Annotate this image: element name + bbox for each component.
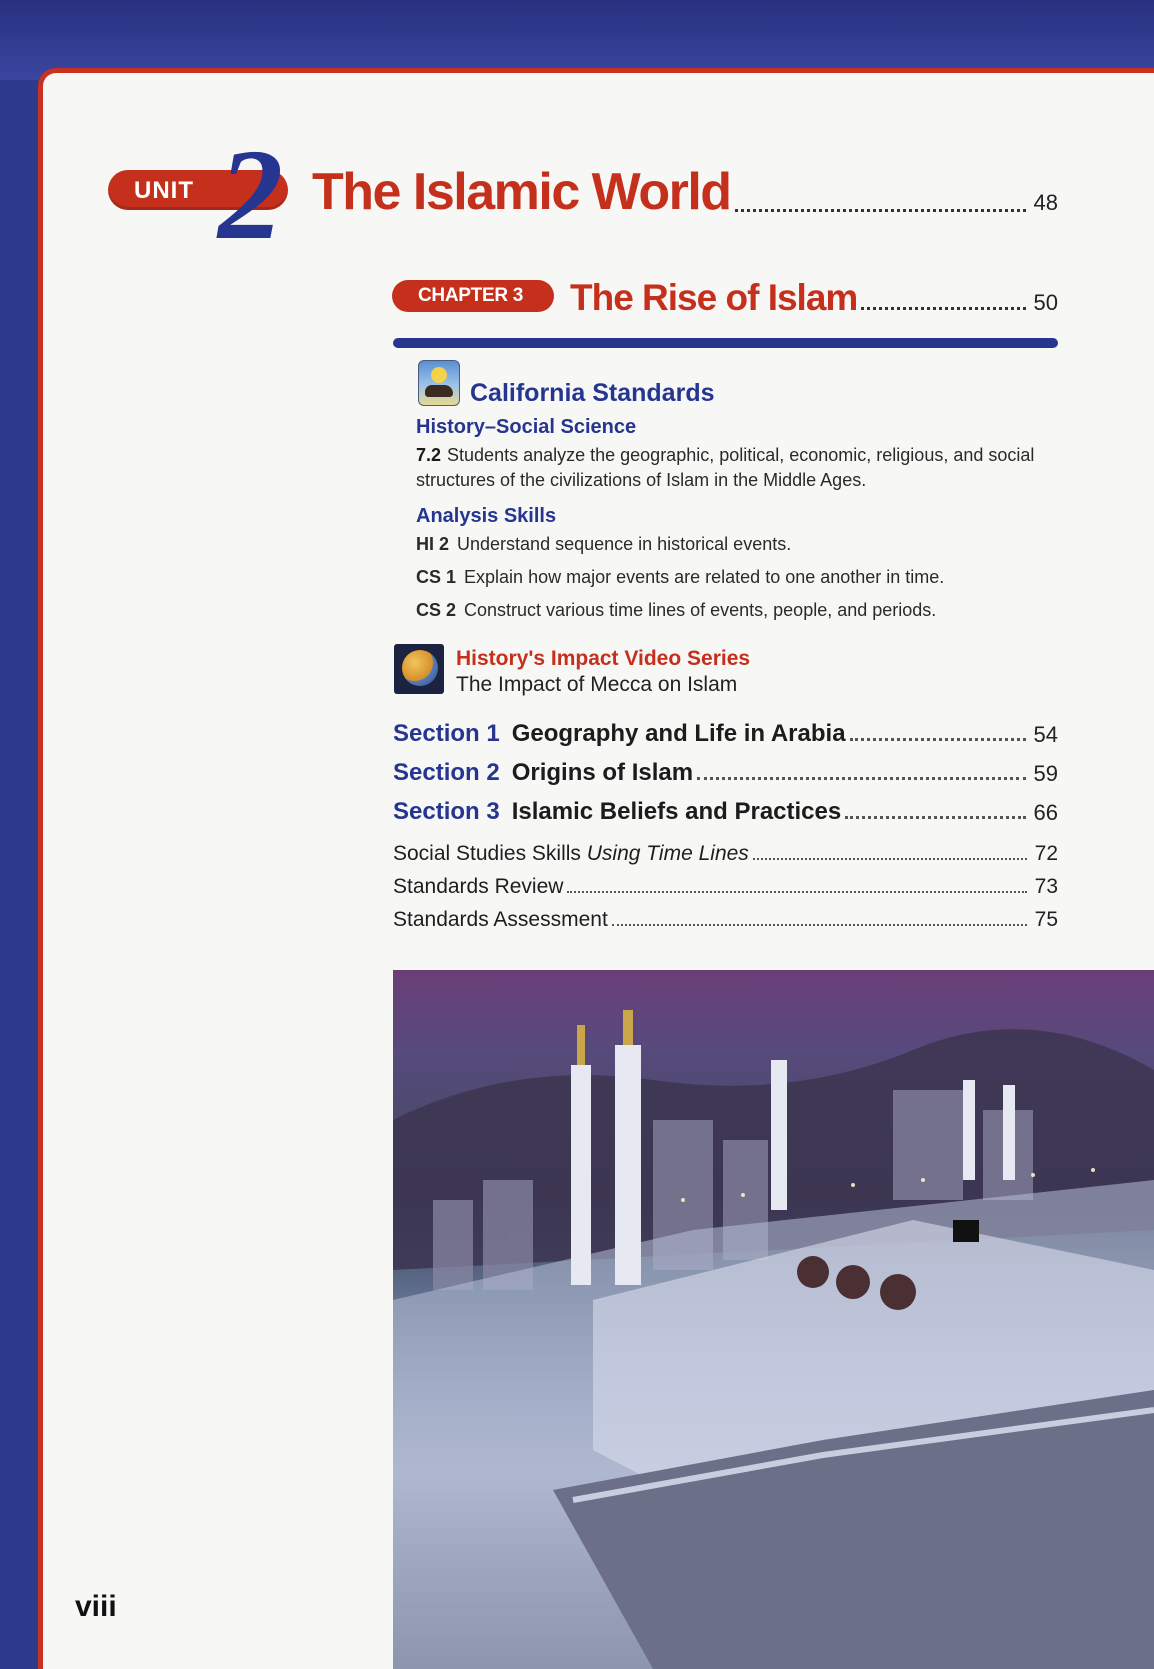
extra-title: Standards Assessment — [393, 908, 608, 931]
dot-leader — [612, 924, 1027, 926]
extra-toc-entry[interactable] — [393, 838, 1058, 866]
extra-title — [393, 842, 749, 866]
extra-page-number: 72 — [1034, 842, 1058, 865]
unit-page-number: 48 — [1033, 190, 1058, 215]
section-toc-entry[interactable] — [393, 753, 1058, 787]
page-folio: viii — [75, 1590, 117, 1623]
dot-leader — [697, 777, 1025, 780]
skill-item — [416, 600, 936, 621]
dot-leader — [567, 891, 1026, 893]
section-title: Origins of Islam — [511, 759, 694, 786]
dot-leader — [845, 816, 1025, 819]
unit-badge-label: UNIT — [134, 177, 194, 204]
section-toc-entry[interactable] — [393, 792, 1058, 826]
section-label: Section 3 — [393, 798, 500, 825]
california-bear-icon — [418, 360, 460, 406]
skill-item — [416, 534, 791, 555]
extra-text: Social Studies Skills — [393, 842, 581, 865]
skill-item — [416, 567, 944, 588]
extra-toc-entry[interactable] — [393, 871, 1058, 899]
skill-text: Explain how major events are related to one another in time. — [464, 567, 945, 587]
unit-title: The Islamic World — [312, 163, 731, 221]
hss-heading: History–Social Science — [416, 416, 637, 438]
extra-toc-entry[interactable] — [393, 904, 1058, 932]
section-page-number: 66 — [1033, 800, 1058, 825]
skill-text: Understand sequence in historical events. — [457, 534, 792, 554]
extra-title: Standards Review — [393, 875, 564, 898]
mecca-photo — [393, 970, 1154, 1669]
skill-text: Construct various time lines of events, people, and periods. — [464, 600, 937, 620]
unit-toc-entry[interactable] — [312, 158, 1058, 221]
skill-code: HI 2 — [416, 534, 450, 554]
chapter-title: The Rise of Islam — [570, 277, 858, 318]
section-title: Islamic Beliefs and Practices — [511, 798, 842, 825]
skills-heading: Analysis Skills — [416, 505, 557, 527]
dot-leader — [753, 858, 1027, 860]
skill-code: CS 2 — [416, 600, 457, 620]
unit-number: 2 — [218, 123, 283, 267]
extra-page-number: 75 — [1034, 908, 1058, 931]
video-globe-icon[interactable] — [394, 644, 444, 694]
section-page-number: 59 — [1033, 761, 1058, 786]
extra-italic: Using Time Lines — [586, 842, 749, 865]
dot-leader — [861, 307, 1025, 310]
chapter-toc-entry[interactable] — [570, 270, 1058, 316]
video-subtitle: The Impact of Mecca on Islam — [456, 673, 738, 696]
video-series-title[interactable]: History's Impact Video Series — [456, 647, 751, 670]
standards-title: California Standards — [470, 379, 715, 407]
chapter-badge — [392, 280, 554, 312]
dot-leader — [850, 738, 1026, 741]
section-page-number: 54 — [1033, 722, 1058, 747]
section-title: Geography and Life in Arabia — [511, 720, 846, 747]
dot-leader — [735, 209, 1026, 212]
chapter-divider — [393, 338, 1058, 348]
section-toc-entry[interactable] — [393, 714, 1058, 748]
mecca-photo-illustration — [393, 970, 1154, 1669]
section-label: Section 1 — [393, 720, 500, 747]
hss-standard — [416, 443, 1036, 493]
chapter-page-number: 50 — [1033, 290, 1058, 315]
extra-page-number: 73 — [1034, 875, 1058, 898]
chapter-badge-label: CHAPTER 3 — [418, 285, 523, 306]
hss-code: 7.2 — [416, 445, 442, 465]
page-edge — [0, 1500, 38, 1669]
section-label: Section 2 — [393, 759, 500, 786]
skill-code: CS 1 — [416, 567, 457, 587]
hss-text: Students analyze the geographic, political, economic, religious, and social structures of the civilizations of Islam in the Middle Ages. — [416, 445, 1035, 490]
